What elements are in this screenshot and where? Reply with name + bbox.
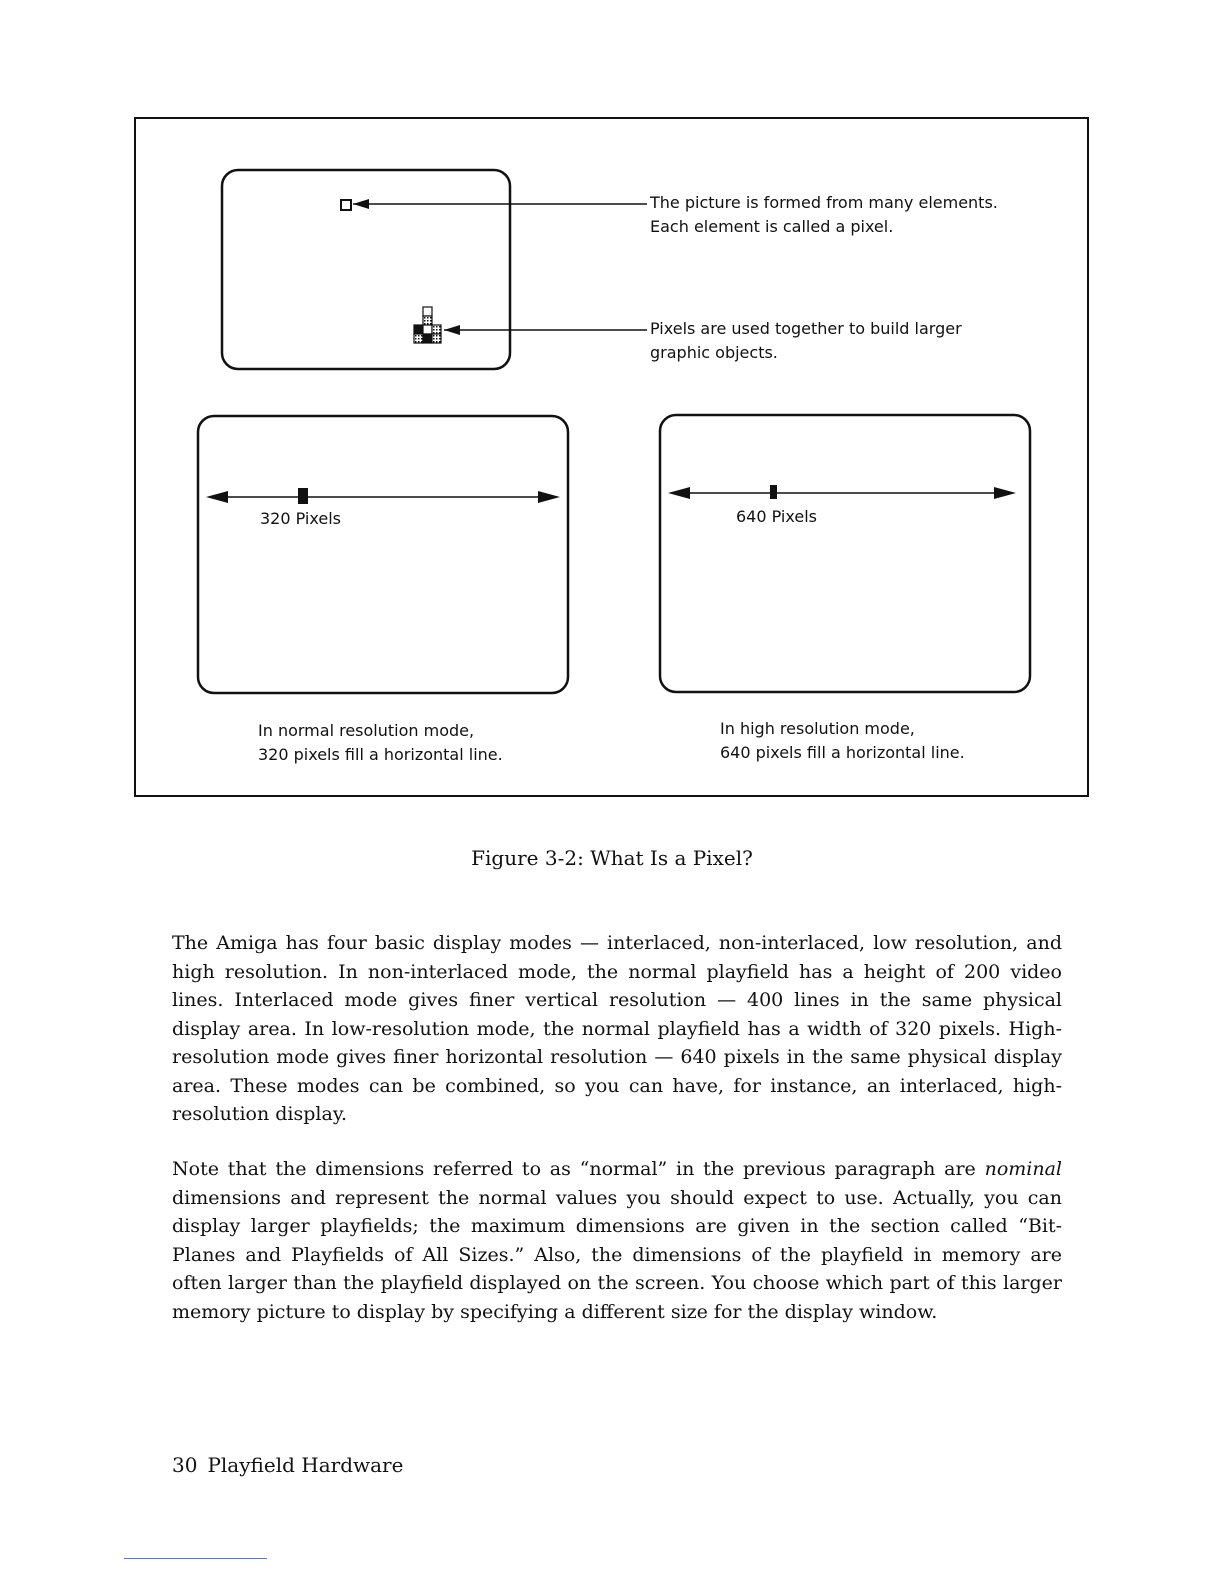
high-res-pixel-label: 640 Pixels [736, 507, 817, 526]
edge-line [124, 1558, 267, 1559]
high-res-pixel [770, 485, 777, 499]
body-paragraph-1: The Amiga has four basic display modes — interlaced, non-interlaced, low resolution, and high resolution. In non-interlaced mode, the normal playfield has a height of 200 video lines. Interlaced mode gives finer vertical resolution — 400 lines in the same physical display area. In low-resolution mode, the normal playfield has a width of 320 pixels. High-resolution mode gives finer horizontal resolution — 640 pixels in the same physical display area. These modes can be combined, so you can have, for instance, an interlaced, high-resolution display. [172, 932, 1062, 1125]
low-res-screen [198, 416, 568, 693]
paragraph-2-emphasis: nominal [984, 1158, 1062, 1180]
section-title: Playfield Hardware [207, 1453, 404, 1477]
callout-pixel-text: The picture is formed from many elements. Each element is called a pixel. [650, 193, 998, 236]
top-screen [222, 170, 510, 369]
body-paragraph-2 [172, 1155, 1062, 1326]
high-res-screen [660, 415, 1030, 692]
page-footer [172, 1453, 403, 1477]
figure-caption: Figure 3-2: What Is a Pixel? [471, 846, 753, 870]
paragraph-2-end: dimensions and represent the normal values you should expect to use. Actually, you can display larger playfields; the maximum dimensions are given in the section called “Bit-Planes and Playfields of All Sizes.” Also, the dimensions of the playfield in memory are often larger than the playfield displayed on the screen. You choose which part of this larger memory picture to display by specifying a different size for the display window. [172, 1186, 1062, 1323]
high-res-caption: In high resolution mode, 640 pixels fill a horizontal line. [720, 719, 965, 762]
single-pixel [341, 200, 351, 210]
figure-frame [134, 117, 1089, 797]
page-number: 30 [172, 1453, 198, 1477]
pixel-cluster [414, 307, 441, 343]
low-res-pixel-label: 320 Pixels [260, 509, 341, 528]
low-res-pixel [298, 488, 308, 504]
paragraph-2-start: Note that the dimensions referred to as “normal” in the previous paragraph are [172, 1158, 985, 1180]
low-res-caption: In normal resolution mode, 320 pixels fill a horizontal line. [258, 721, 503, 764]
callout-objects-text: Pixels are used together to build larger graphic objects. [650, 319, 962, 362]
